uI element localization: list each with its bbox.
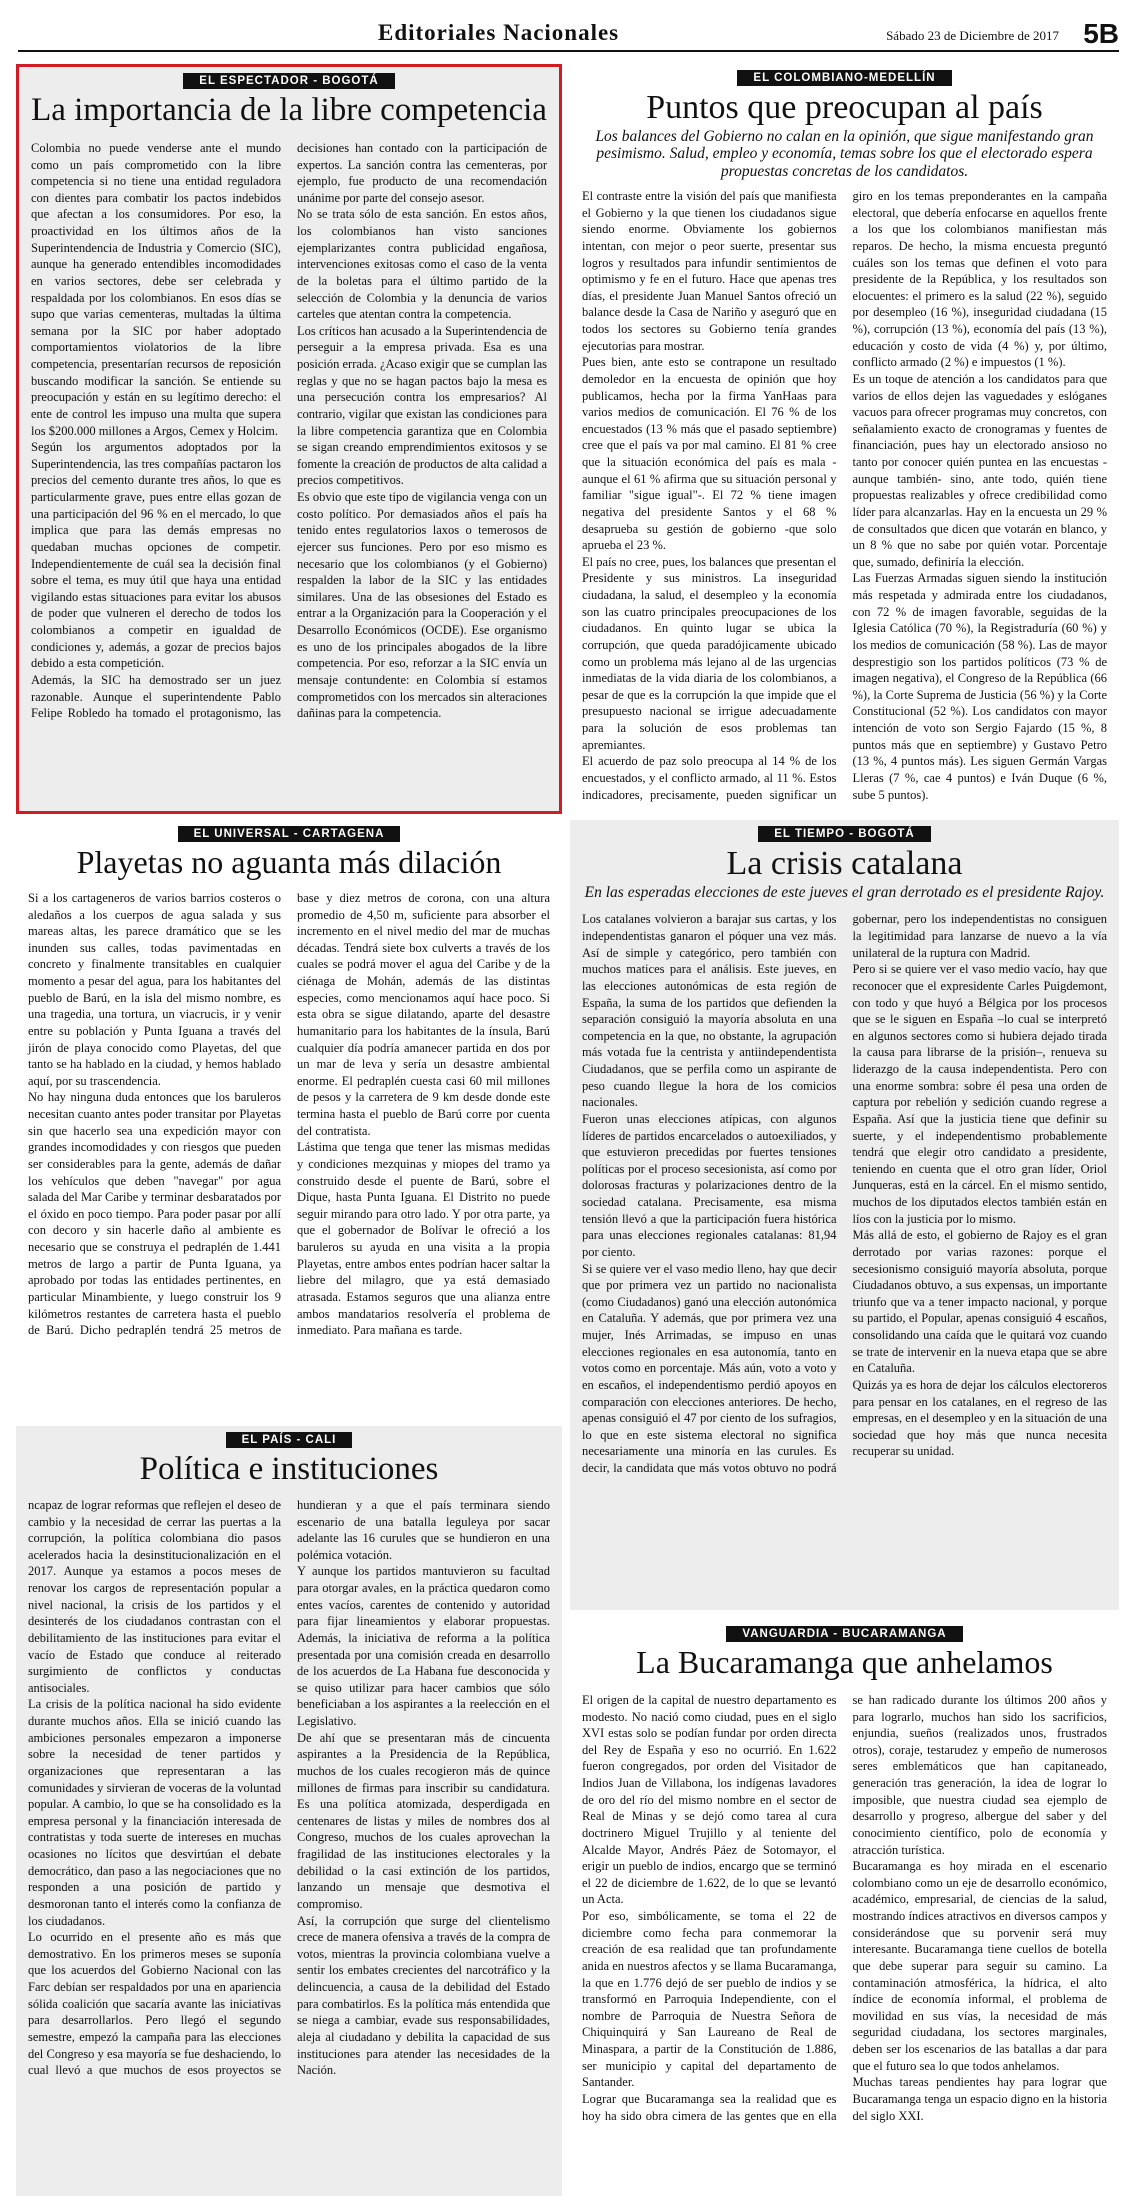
article-body — [16, 890, 562, 1339]
source-tag: EL UNIVERSAL - CARTAGENA — [178, 826, 401, 842]
paragraph: Las Fuerzas Armadas siguen siendo la institución más respetada y admirada entre los ciudadanos, con 72 % de imagen favorable, seguidas de la Iglesia Católica (70 %), la Registraduría (60 %) y los medios de comunicación (58 %). Las de mayor desprestigio son los partidos políticos (73 % de imagen negativa), el Congreso de la República (66 %), la Corte Suprema de Justicia (56 %) y la Corte Constitucional (52 %). Los candidatos con mayor intención de voto son Sergio Fajardo (15 %, 8 puntos más que en septiembre) y Gustavo Petro (13 %, 4 puntos más). Les siguen Germán Vargas Lleras (7 %, cae 4 puntos) e Iván Duque (6 %, sube 5 puntos). — [852, 571, 1107, 802]
source-tag: EL PAÍS - CALI — [226, 1432, 353, 1448]
paragraph: Por eso, simbólicamente, se toma el 22 de diciembre como fecha para conmemorar la creación de esa realidad que tan profundamente anida en nuestros afectos y se llama Bucaramanga, la que en 1.776 dejó de ser pueblo de indios y se transformó en Parroquia Independiente, con el nombre de Parroquia de Nuestra Señora de Chiquinquirá y San Laureano de Real de Minaspara, a partir de la Constitución de 1.886, ser municipio y capital del departamento de Santander. — [582, 1909, 837, 2090]
article-body — [570, 1692, 1119, 2124]
paragraph: Si se quiere ver el vaso medio lleno, hay que decir que por primera vez un partido no nacionalista (como Ciudadanos) ganó una elección autonómica en Cataluña. Y además, que por primera vez una mujer, Inés Arrimadas, se impuso en unas elecciones regionales en esa autonomía, tanto en votos como en porcentaje. Más aún, voto a voto y en escaños, el independentismo perdió apoyos en comparación con elecciones anteriores. De hecho, apenas consiguió el 47 por ciento de los sufragios, lo que en este sistema electoral no significa necesariamente una minoría en las curules. Es decir, la candidata que más votos obtuvo no podrá gobernar, pero los independentistas no consiguen la legitimidad para lanzarse de nuevo a la vía unilateral de la ruptura con Madrid. — [582, 912, 1107, 1476]
paragraph: Si a los cartageneros de varios barrios costeros o aledaños a los cuerpos de agua salada y sus mareas altas, les parece dramático que se les inunden sus calles, todas pavimentadas en concreto y finalmente transitables en cualquier momento a pesar del agua, para los habitantes del pueblo de Barú, en la isla del mismo nombre, es una tragedia, una tortura, un viacrucis, ir y venir entre su población y Punta Iguana a través del jirón de playa conocido como Playetas, del que tanto se ha hablado en la ciudad, y hemos hablado aquí, por su trascendencia. — [28, 890, 281, 1088]
paragraph: Muchas tareas pendientes hay para lograr que Bucaramanga tenga un espacio digno en la historia del siglo XXI. — [852, 2075, 1107, 2123]
paragraph: Así, la corrupción que surge del clientelismo crece de manera ofensiva a través de la compra de votos, mientras la provincia colombiana vuelve a sentir los embates crecientes del narcotráfico y la delincuencia, a causa de la debilidad del Estado para combatirlos. Es la política más entendida que se niega a cambiar, evade sus responsabilidades, aleja al ciudadano y debilita la capacidad de sus instituciones para atender las necesidades de la Nación. — [297, 1913, 550, 2078]
article-title: La crisis catalana — [726, 845, 963, 882]
issue-date: Sábado 23 de Diciembre de 2017 — [886, 28, 1059, 43]
paragraph: Es obvio que este tipo de vigilancia venga con un costo político. Por demasiados años el país ha tenido entes regulatorios laxos o temerosos de ejercer sus funciones. Pero por eso mismo es necesario que los colombianos (y el Gobierno) respalden la labor de la SIC y las entidades similares. Una de las obsesiones del Estado es entrar a la Organización para la Cooperación y el Desarrollo Económicos (OCDE). Ese organismo es uno de los principales abogados de la libre competencia. Por eso, reforzar a la SIC envía un mensaje contundente: en Colombia sí estamos comprometidos con los mercados sin alteraciones dañinas para la competencia. — [297, 490, 547, 721]
article-tiempo — [570, 820, 1119, 1610]
paragraph: El contraste entre la visión del país que manifiesta el Gobierno y la que tienen los ciudadanos sigue siendo enorme. Obviamente los gobiernos intentan, con mejor o peor suerte, presentar sus logros y resultados para infundir sentimientos de optimismo y fe en el futuro. Hace que apenas tres días, el presidente Juan Manuel Santos ofreció un balance desde la Casa de Nariño y aseguró que en todos los sectores su Gobierno tenía grandes ejecutorias para mostrar. — [582, 189, 837, 353]
article-colombiano — [570, 64, 1119, 814]
article-title: Política e instituciones — [139, 1451, 439, 1487]
article-title: Playetas no aguanta más dilación — [76, 844, 502, 880]
article-title: Puntos que preocupan al país — [646, 89, 1043, 126]
article-body — [570, 911, 1119, 1476]
paragraph: Bucaramanga es hoy mirada en el escenario colombiano como un eje de desarrollo económico, académico, empresarial, de ciencias de la salud, mostrando índices atractivos en diversos campos y considerándose que su porvenir será muy interesante. Bucaramanga tiene cuellos de botella que debe superar para seguir su camino. La contaminación atmosférica, la hídrica, el alto índice de economía informal, el problema de movilidad en sus vías, la necesidad de más seguridad ciudadana, los sectores marginales, deben ser los escenarios de las batallas a dar para que el futuro sea lo que todos anhelamos. — [852, 1859, 1107, 2073]
paragraph: No hay ninguna duda entonces que los baruleros necesitan cuanto antes poder transitar por Playetas sin que hacerlo sea una expedición mayor con grandes incomodidades y con riesgos que pueden ser considerables para la gente, además de dañar los vehículos que deben "navegar" por agua salada del Mar Caribe y terminar desbaratados por el óxido en poco tiempo. Para poder pasar por allí con decoro y sin hacerle daño al ambiente es necesario que se construya el pedraplén de 1.441 metros de largo a partir de Punta Iguana, ya aprobado por todas las entidades pertinentes, en particular Minambiente, y luego construir los 9 kilómetros restantes de carretera hasta el pueblo de Barú. Dicho pedraplén tendrá 25 metros de base y diez metros de corona, con una altura promedio de 4,50 m, suficiente para absorber el incremento en el nivel medio del mar de muchas décadas. Tendrá siete box culverts a través de los cuales se podrá mover el agua del Caribe y de la ciénaga de Mohán, además de las distintas especies, como mencionamos aquí hace poco. Si esta obra se sigue dilatando, aparte del desastre humanitario para los habitantes de la ínsula, Barú cualquier día podría amanecer partida en dos por un mar de leva y sería un desastre ambiental enorme. El pedraplén cuesta casi 60 mil millones de pesos y la carretera de 9 km desde donde este termina hasta el pueblo de Barú corre por cuenta del contratista. — [28, 890, 550, 1338]
page-number: 5B — [1083, 18, 1119, 49]
paragraph: Los catalanes volvieron a barajar sus cartas, y los independentistas ganaron el póquer una vez más. Así de simple y categórico, pero también con muchos matices para el análisis. Este jueves, en las elecciones autonómicas de esta región de España, la suma de los partidos que defienden la separación consiguió la mayoría absoluta en una competencia en la que, no obstante, la agrupación más votada fue la centrista y antiindependentista Ciudadanos, que se perfila como un aspirante de peso cuando llegue la hora de los comicios nacionales. — [582, 912, 837, 1110]
paragraph: Pues bien, ante esto se contrapone un resultado demoledor en la encuesta de opinión que hoy publicamos, hecha por la firma YanHaas para varios medios de comunicación. El 76 % de los encuestados (13 % más que el pasado septiembre) cree que el país va por mal camino. El 81 % cree que la situación económica del país es mala -aunque el 61 % afirma que su situación personal y familiar "sigue igual"-. El 72 % tiene imagen negativa del presidente Santos y el 68 % desaprueba su gestión de gobierno -que solo aprueba el 23 %. — [582, 355, 837, 553]
article-pais — [16, 1426, 562, 2196]
paragraph: Pero si se quiere ver el vaso medio vacío, hay que reconocer que el expresidente Carles Puigdemont, con todo y que huyó a Bélgica por los procesos que se le siguen en España –lo cual se interpretó en algunos sectores como si hubiera dejado tirada la causa para librarse de la prisión–, renueva su liderazgo de la causa independentista. Pero con una enorme sombra: sobre él pesa una orden de captura por rebelión y sedición cuando regrese a España. Así que la justicia tiene que definir su suerte, y el independentismo probablemente tendrá que elegir otro candidato a presidente, teniendo en cuenta que el otro gran líder, Oriol Junqueras, está en la cárcel. En el mismo sentido, muchos de los diputados electos también están en líos con la justicia por lo mismo. — [852, 962, 1107, 1226]
article-title: La Bucaramanga que anhelamos — [636, 1644, 1053, 1680]
page-header — [18, 18, 1119, 52]
source-tag: VANGUARDIA - BUCARAMANGA — [726, 1626, 962, 1642]
paragraph: ncapaz de lograr reformas que reflejen el deseo de cambio y la necesidad de cerrar las puertas a la corrupción, la política colombiana dio pasos acelerados hacia la desinstitucionalización en el 2017. Aunque ya estamos a pocos meses de renovar los cargos de representación popular a nivel nacional, la crisis de los partidos y el desinterés de los ciudadanos contrastan con el debilitamiento de las instituciones para evitar el vacío de Estado que conduce al reiterado surgimiento de conflictos y conductas antisociales. — [28, 1497, 281, 1695]
article-universal — [16, 820, 562, 1420]
paragraph: Quizás ya es hora de dejar los cálculos electoreros para pensar en los catalanes, en el regreso de las empresas, en el desempleo y en la situación de una sociedad que hoy más que nunca necesita recuperar su unidad. — [852, 1377, 1107, 1459]
article-subtitle: Los balances del Gobierno no calan en la opinión, que sigue manifestando gran pesimismo. Salud, empleo y economía, temas sobre los que el electorado espera propuestas concretas de los candidatos. — [595, 128, 1094, 180]
paragraph: Y aunque los partidos mantuvieron su facultad para otorgar avales, en la práctica quedaron como entes vacíos, carentes de contenido y autoridad para fijar lineamientos y elaborar propuestas. Además, la iniciativa de reforma a la política presentada por una comisión creada en desarrollo de los acuerdos de La Habana fue desconocida y se quiso utilizar para hacer cambios que sólo beneficiaban a los aspirantes a la reelección en el Legislativo. — [297, 1564, 550, 1729]
article-body — [570, 188, 1119, 803]
paragraph: Fueron unas elecciones atípicas, con algunos líderes de partidos encarcelados o autoexiliados, y que estuvieron precedidas por fuertes tensiones políticas por el proceso secesionista, así como por dolorosas fracturas y polarizaciones dentro de la sociedad catalana. Precisamente, esa misma tensión llevó a que la participación fuera histórica para unas elecciones regionales catalanas: 81,94 por ciento. — [582, 1111, 837, 1259]
article-subtitle: En las esperadas elecciones de este jueves el gran derrotado es el presidente Rajoy. — [584, 884, 1105, 902]
section-title: Editoriales Nacionales — [378, 20, 620, 45]
source-tag: EL COLOMBIANO-MEDELLÍN — [737, 70, 951, 86]
paragraph: No se trata sólo de esta sanción. En estos años, los colombianos han visto sanciones ejemplarizantes contra publicidad engañosa, intervenciones exitosas como el caso de la venta de la boletas para el último partido de la selección de Colombia y la denuncia de varios carteles que atentan contra la competencia. — [297, 207, 547, 322]
article-vanguardia — [570, 1620, 1119, 2196]
paragraph: Según los argumentos adoptados por la Superintendencia, las tres compañías pactaron los precios del cemento durante tres años, lo que es particularmente grave, pues entre ellas gozan de una participación del 96 % en el mercado, lo que implica que para las demás empresas no quedaban muchas opciones de competir. Independientemente de cuál sea la decisión final sobre el tema, es muy útil que haya una entidad vigilando estas situaciones para evitar los abusos de poder que vulneren el derecho de todos los colombianos a competir en igualdad de condiciones y, además, a gozar de precios bajos debido a esta competición. — [31, 440, 281, 671]
paragraph: El país no cree, pues, los balances que presentan el Presidente y sus ministros. La inseguridad ciudadana, la salud, el desempleo y la economía son las cuatro principales preocupaciones de los ciudadanos. En quinto lugar se ubica la corrupción, que queda paradójicamente ubicado como un problema más lejano al de las urgencias inmediatas de la vida diaria de los colombianos, a pesar de que es la corrupción la que impide que el presupuesto nacional se irrigue adecuadamente para la solución de esos problemas tan apremiantes. — [582, 554, 837, 752]
paragraph: Además, la SIC ha demostrado ser un juez razonable. Aunque el superintendente Pablo Felipe Robledo ha tomado el protagonismo, las decisiones han contado con la participación de expertos. La sanción contra las cementeras, por ejemplo, fue producto de una recomendación unánime por parte del consejo asesor. — [31, 140, 547, 721]
paragraph: Lástima que tenga que tener las mismas medidas y condiciones mezquinas y miopes del tramo ya construido desde el puente de Barú, sobre el Dique, hasta Punta Iguana. El Distrito no puede seguir mirando para otro lado. Y por otra parte, ya que el gobernador de Bolívar le ofreció a los baruleros su ayuda en una visita a la propia Playetas, entre ambos entes podrían hacer saltar la liebre del milagro, que ya está demasiado atrasada. Estamos seguros que una alianza entre ambos mandatarios resolvería el problema de inmediato. Para mañana es tarde. — [297, 1140, 550, 1338]
source-tag: EL ESPECTADOR - BOGOTÁ — [183, 73, 394, 89]
paragraph: Lo ocurrido en el presente año es más que demostrativo. En los primeros meses se suponía que los acuerdos del Gobierno Nacional con las Farc debían ser respaldados por una en apariencia sólida coalición que sacaría avante las iniciativas para desarrollarlos. Pero llegó el segundo semestre, empezó la campaña para las elecciones del Congreso y esa mayoría se fue deshaciendo, lo cual llevó a que muchos de esos proyectos se hundieran y a que el país terminara siendo escenario de una batalla leguleya por sacar adelante las 16 curules que se hundieron en una polémica votación. — [28, 1497, 550, 2078]
source-tag: EL TIEMPO - BOGOTÁ — [758, 826, 930, 842]
article-body — [19, 140, 559, 722]
article-title: La importancia de la libre competencia — [31, 92, 547, 128]
paragraph: Lograr que Bucaramanga sea la realidad que es hoy ha sido obra cimera de las gentes que en ella se han radicado durante los últimos 200 años y para lograrlo, muchos han sido los sacrificios, enjundia, sueños (realizados unos, frustrados otros), coraje, testarudez y empeño de numerosos seres emblemáticos que han capitaneado, generación tras generación, la idea de lograr lo imposible, que nuestra ciudad sea ejemplo de desarrollo y progreso, albergue del saber y del conocimiento científico, polo de economía y atracción turística. — [582, 1692, 1107, 2123]
article-body — [16, 1497, 562, 2079]
paragraph: Es un toque de atención a los candidatos para que varios de ellos dejen las vaguedades y eslóganes vacuos para ofrecer programas muy concretos, con señalamiento exacto de cronogramas y fuentes de financiación, pues hay un electorado ansioso no tanto por conocer quién puntea en las encuestas -aunque también- sino, ante todo, quién tiene propuestas realizables y ofrece credibilidad como líder para alcanzarlas. Hay en la encuesta un 29 % de consultados que dicen que votarán en blanco, y un 8 % que no sabe por quién votar. Porcentaje que, sumado, definiría la elección. — [852, 371, 1107, 569]
paragraph: El origen de la capital de nuestro departamento es modesto. No nació como ciudad, pues en el siglo XVI estas solo se podían fundar por orden directa del Rey de España y eso no ocurrió. En 1.622 fueron congregados, por orden del Visitador de Indios Juan de Villabona, los indígenas lavadores de oro del río del mismo nombre en el sector de Real de Minas y se dejó como tarea al cura doctrinero Miguel Trujillo y al teniente del Alcalde Mayor, Andrés Páez de Sotomayor, el erigir un pueblo de indios, encargo que se terminó el 22 de diciembre de 1.622, de lo que se levantó un Acta. — [582, 1692, 837, 1907]
article-espectador — [16, 64, 562, 814]
paragraph: Más allá de esto, el gobierno de Rajoy es el gran derrotado por varias razones: porque el secesionismo consiguió mayoría absoluta, porque Ciudadanos obtuvo, a sus expensas, un importante triunfo que va a tener impacto nacional, y porque su partido, el Popular, apenas consiguió 4 escaños, consolidando una caída que le quitará voz cuando se trate de intervenir en la nueva etapa que se abre en Cataluña. — [852, 1228, 1107, 1376]
paragraph: El acuerdo de paz solo preocupa al 14 % de los encuestados, y el conflicto armado, al 11 %. Estos indicadores, precisamente, pueden significar un giro en los temas preponderantes en la campaña electoral, que debería enfocarse en aquellos frente a los que los colombianos manifiestan más reparos. De hecho, la misma encuesta preguntó cuáles son los temas que definen el voto para presidente de la República, y los resultados son elocuentes: el primero es la salud (22 %), seguido por desempleo (16 %), inseguridad ciudadana (15 %), corrupción (13 %), economía del país (13 %), educación y costo de vida (4 %) y, por último, conflicto armado (2 %) e impuestos (1 %). — [582, 189, 1107, 802]
paragraph: De ahí que se presentaran más de cincuenta aspirantes a la Presidencia de la República, muchos de los cuales recogieron más de quince millones de firmas para inscribir su candidatura. Es una política atomizada, desperdigada en centenares de listas y miles de nombres dos al Congreso, muchos de los cuales aprovechan la fragilidad de las instituciones electorales y la debilidad o la casi extinción de los partidos, lanzando un mensaje que desmotiva el compromiso. — [297, 1730, 550, 1911]
paragraph: Los críticos han acusado a la Superintendencia de perseguir a la empresa privada. Esa es una posición errada. ¿Acaso exigir que se cumplan las reglas y que no se hagan pactos bajo la mesa es una persecución contra los empresarios? Al contrario, vigilar que existan las condiciones para la libre competencia garantiza que en Colombia se sigan creando emprendimientos exitosos y se fomente la creación de productos de alta calidad a precios competitivos. — [297, 323, 547, 488]
paragraph: Colombia no puede venderse ante el mundo como un país comprometido con la libre competencia si no tiene una entidad reguladora con dientes para combatir los pactos indebidos que afectan a los consumidores. Por eso, la proactividad en los últimos años de la Superintendencia de Industria y Comercio (SIC), aunque ha generado entendibles incomodidades en varios sectores, debe ser celebrada y respaldada por los colombianos. En esos días se supo que varias cementeras, multadas la última semana por la SIC por haber adoptado comportamientos violatorios de la libre competencia, presentarían recursos de reposición buscando modificar la sanción. Se entiende su preocupación y están en su legítimo derecho: el ente de control les impuso una multa que supera los $200.000 millones a Argos, Cemex y Holcim. — [31, 140, 281, 438]
paragraph: La crisis de la política nacional ha sido evidente durante muchos años. Ella se inició cuando las ambiciones personales empezaron a imponerse sobre la necesidad de tener partidos y organizaciones que representaran a las comunidades y sirvieran de voceras de la voluntad popular. A cambio, lo que se ha consolidado es la empresa personal y la financiación interesada de contratistas y toda suerte de intereses en muchas ocasiones no lícitos que desvirtúan el debate democrático, dan paso a las negociaciones que no responden a una posición de partido y desmoronan tanto el interés como la confianza de los ciudadanos. — [28, 1697, 281, 1928]
